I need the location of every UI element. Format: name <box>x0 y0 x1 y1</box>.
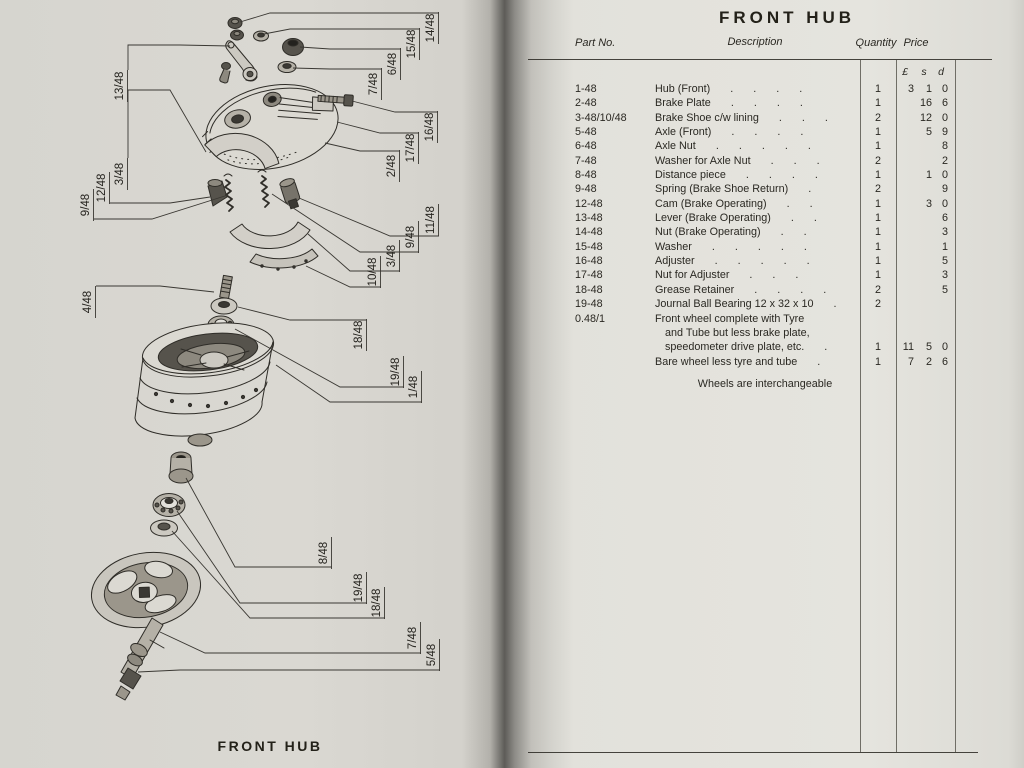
price-pence: 6 <box>941 212 948 225</box>
price-pence: 0 <box>941 83 948 95</box>
leader-line <box>128 90 206 158</box>
part-no: 12-48 <box>575 197 603 210</box>
leader-line <box>160 632 421 653</box>
diagram-label-text: 6/48 <box>387 52 400 76</box>
table-row <box>500 96 1024 110</box>
part-no: 18-48 <box>575 283 603 296</box>
diagram-label-text: 4/48 <box>82 290 95 314</box>
quantity: 1 <box>874 341 881 354</box>
adjuster-cone <box>208 180 227 207</box>
leader-dot: . <box>816 154 820 167</box>
description: Axle (Front) . . . . <box>655 126 804 139</box>
price-pounds: 7 <box>907 355 914 368</box>
quantity: 1 <box>874 83 881 95</box>
axle-nut-washer <box>278 62 296 73</box>
price-pence: 3 <box>941 226 948 239</box>
description: Nut (Brake Operating) . . <box>655 226 807 239</box>
diagram-label-text: 18/48 <box>371 588 384 618</box>
table-row <box>500 111 1024 125</box>
diagram-label-text: 3/48 <box>386 244 399 268</box>
part-no: 19-48 <box>575 298 603 311</box>
leader-dot: . <box>777 283 781 296</box>
page-title: FRONT HUB <box>718 8 856 27</box>
exploded-diagram <box>0 0 500 768</box>
part-no: 8-48 <box>575 169 597 182</box>
brake-lining <box>250 249 318 268</box>
leader-dot: . <box>757 240 761 253</box>
front-axle <box>116 618 164 700</box>
part-no: 15-48 <box>575 240 603 253</box>
leader-dot: . <box>786 197 790 210</box>
lever-bolt <box>220 63 231 84</box>
part-no: 7-48 <box>575 154 597 167</box>
leader-dot: . <box>809 197 813 210</box>
brake-shoe-lower <box>230 222 310 249</box>
price-pence: 9 <box>941 183 948 196</box>
leader-dot: . <box>780 226 784 239</box>
table-row <box>500 297 1024 311</box>
quantity: 2 <box>874 283 881 296</box>
diagram-label-5-48 <box>138 639 440 672</box>
price-pence: 0 <box>941 111 948 124</box>
diagram-label-text: 15/48 <box>406 29 419 59</box>
washer-small-top <box>231 30 244 40</box>
part-no: 9-48 <box>575 183 597 196</box>
leader-dot: . <box>813 212 817 225</box>
diagram-label-7-48 <box>160 622 421 654</box>
description: Washer for Axle Nut . . . <box>655 154 820 167</box>
description: speedometer drive plate, etc. . <box>665 341 828 354</box>
leader-dot: . <box>734 240 738 253</box>
leader-dot: . <box>711 240 715 253</box>
leader-dot: . <box>770 154 774 167</box>
price-shillings: 1 <box>925 83 932 95</box>
leader-line <box>293 68 382 69</box>
leader-dot: . <box>791 169 795 182</box>
leader-line <box>300 47 401 49</box>
quantity: 1 <box>874 97 881 110</box>
description: Brake Plate . . . . <box>655 97 803 110</box>
price-pence: 0 <box>941 197 948 210</box>
price-pence: 5 <box>941 283 948 296</box>
leader-line <box>96 286 214 292</box>
description: Grease Retainer . . . . <box>655 283 827 296</box>
table-row <box>500 283 1024 297</box>
leader-line <box>325 143 400 151</box>
leader-dot: . <box>753 83 757 95</box>
description: Front wheel complete with Tyre <box>655 312 805 325</box>
quantity: 2 <box>874 154 881 167</box>
parts-table-body <box>500 82 1024 369</box>
table-row <box>500 312 1024 326</box>
price-shillings: 12 <box>919 111 932 124</box>
table-row <box>500 268 1024 282</box>
diagram-label-text: 5/48 <box>426 643 439 667</box>
price-shillings: 1 <box>925 169 932 182</box>
diagram-label-2-48 <box>325 143 400 182</box>
pence-symbol: d <box>938 66 944 78</box>
part-no: 5-48 <box>575 126 597 139</box>
description: Adjuster . . . . . <box>655 255 810 268</box>
table-row <box>500 139 1024 153</box>
table-header-rule <box>528 59 992 60</box>
diagram-label-text: 17/48 <box>405 133 418 163</box>
return-spring-2 <box>261 176 269 207</box>
price-pence: 3 <box>941 269 948 282</box>
leader-dot: . <box>778 111 782 124</box>
leader-dot: . <box>795 269 799 282</box>
description: Bare wheel less tyre and tube . <box>655 355 821 368</box>
leader-dot: . <box>737 255 741 268</box>
table-row <box>500 240 1024 254</box>
price-shillings: 5 <box>925 341 932 354</box>
leader-dot: . <box>803 226 807 239</box>
leader-line <box>337 122 419 133</box>
quantity: 1 <box>874 212 881 225</box>
price-pence: 9 <box>941 126 948 139</box>
table-row <box>500 182 1024 196</box>
part-no: 0.48/1 <box>575 312 606 325</box>
leader-line <box>238 307 367 320</box>
leader-line <box>352 101 438 112</box>
column-header-description: Description <box>727 36 783 48</box>
price-shillings: 2 <box>925 355 932 368</box>
leader-dot: . <box>780 240 784 253</box>
quantity: 1 <box>874 355 881 368</box>
leader-dot: . <box>814 169 818 182</box>
table-row <box>500 326 1024 340</box>
table-row <box>500 197 1024 211</box>
leader-dot: . <box>833 298 837 311</box>
leader-dot: . <box>783 255 787 268</box>
quantity: 2 <box>874 298 881 311</box>
leader-dot: . <box>807 140 811 153</box>
price-pence: 6 <box>941 355 948 368</box>
grease-retainer-upper <box>211 298 237 314</box>
part-no: 3-48/10/48 <box>575 111 627 124</box>
quantity: 1 <box>874 169 881 182</box>
diagram-label-16-48 <box>352 101 438 143</box>
hub-drum <box>135 316 277 446</box>
shillings-symbol: s <box>921 66 927 78</box>
price-pence: 5 <box>941 255 948 268</box>
leader-line <box>110 197 210 203</box>
leader-line <box>264 29 420 34</box>
description: Hub (Front) . . . . <box>655 83 803 95</box>
price-pence: 2 <box>941 154 948 167</box>
diagram-label-text: 1/48 <box>408 375 421 399</box>
diagram-label-3-48 <box>308 234 400 272</box>
diagram-label-text: 12/48 <box>96 173 109 203</box>
quantity: 1 <box>874 197 881 210</box>
diagram-label-text: 11/48 <box>425 206 438 234</box>
leader-line <box>240 13 439 22</box>
leader-dot: . <box>824 341 828 354</box>
leader-line <box>94 195 228 219</box>
quantity: 1 <box>874 226 881 239</box>
quantity: 1 <box>874 240 881 253</box>
leader-dot: . <box>817 355 821 368</box>
brake-lever <box>226 41 257 81</box>
price-pence: 6 <box>941 97 948 110</box>
ball-bearing-lower <box>153 494 185 517</box>
part-no: 14-48 <box>575 226 603 239</box>
description: Spring (Brake Shoe Return) . <box>655 183 812 196</box>
price-shillings: 16 <box>919 97 932 110</box>
diagram-label-6-48 <box>300 47 401 80</box>
leader-dot: . <box>801 111 805 124</box>
leader-dot: . <box>799 83 803 95</box>
pounds-symbol: £ <box>902 66 908 78</box>
quantity: 1 <box>874 126 881 139</box>
leader-dot: . <box>730 97 734 110</box>
table-row <box>500 125 1024 139</box>
leader-dot: . <box>790 212 794 225</box>
description: Brake Shoe c/w lining . . . <box>655 111 828 124</box>
leader-dot: . <box>753 97 757 110</box>
table-row <box>500 168 1024 182</box>
leader-dot: . <box>808 183 812 196</box>
speedo-drive-plate <box>85 544 206 636</box>
leader-dot: . <box>799 97 803 110</box>
price-shillings: 3 <box>925 197 932 210</box>
description: and Tube but less brake plate, <box>665 326 810 339</box>
leader-dot: . <box>793 154 797 167</box>
leader-dot: . <box>715 140 719 153</box>
description: Distance piece . . . . <box>655 169 818 182</box>
table-row <box>500 254 1024 268</box>
part-no: 13-48 <box>575 212 603 225</box>
exploded-parts-artwork <box>85 18 353 701</box>
part-no: 16-48 <box>575 255 603 268</box>
table-row <box>500 211 1024 225</box>
table-row <box>500 82 1024 96</box>
column-header-part-no: Part No. <box>575 37 616 49</box>
diagram-label-text: 19/48 <box>353 573 366 603</box>
table-bottom-rule <box>528 752 978 753</box>
diagram-label-text: 18/48 <box>353 320 366 350</box>
price-pence: 0 <box>941 341 948 354</box>
price-pounds: 3 <box>907 83 914 95</box>
column-header-quantity: Quantity <box>855 37 897 49</box>
diagram-label-17-48 <box>337 122 419 164</box>
diagram-label-text: 14/48 <box>425 13 438 43</box>
interchangeable-note: Wheels are interchangeable <box>697 378 833 390</box>
leader-dot: . <box>714 255 718 268</box>
part-no: 2-48 <box>575 97 597 110</box>
leader-dot: . <box>784 140 788 153</box>
leader-dot: . <box>730 83 734 95</box>
quantity: 2 <box>874 111 881 124</box>
leader-line <box>128 45 230 70</box>
leader-dot: . <box>731 126 735 139</box>
price-pence: 0 <box>941 169 948 182</box>
table-row <box>500 340 1024 354</box>
leader-dot: . <box>749 269 753 282</box>
table-row <box>500 225 1024 239</box>
leader-dot: . <box>776 97 780 110</box>
diagram-label-text: 13/48 <box>114 71 127 101</box>
diagram-label-text: 8/48 <box>318 541 331 565</box>
leader-line <box>177 511 367 603</box>
description: Axle Nut . . . . . <box>655 140 811 153</box>
leader-line <box>299 198 439 236</box>
diagram-label-3-48 <box>114 90 206 190</box>
diagram-label-text: 2/48 <box>386 154 399 178</box>
diagram-label-text: 9/48 <box>405 225 418 249</box>
leader-dot: . <box>754 283 758 296</box>
diagram-label-11-48 <box>299 198 439 236</box>
diagram-label-text: 16/48 <box>424 112 437 142</box>
quantity: 1 <box>874 269 881 282</box>
leader-dot: . <box>754 126 758 139</box>
brake-cam <box>279 177 302 210</box>
description: Nut for Adjuster . . . <box>655 269 799 282</box>
diagram-label-4-48 <box>82 286 214 318</box>
right-page <box>500 0 1024 768</box>
quantity: 2 <box>874 183 881 196</box>
leader-dot: . <box>824 111 828 124</box>
leader-dot: . <box>806 255 810 268</box>
table-row <box>500 154 1024 168</box>
description: Washer . . . . . <box>655 240 807 253</box>
leader-dot: . <box>777 126 781 139</box>
price-pence: 1 <box>941 240 948 253</box>
leader-line <box>186 478 332 567</box>
leader-dot: . <box>800 126 804 139</box>
leader-dot: . <box>800 283 804 296</box>
leader-dot: . <box>761 140 765 153</box>
leader-dot: . <box>803 240 807 253</box>
description: Lever (Brake Operating) . . <box>655 212 817 225</box>
leader-dot: . <box>738 140 742 153</box>
leader-dot: . <box>760 255 764 268</box>
table-row <box>500 355 1024 369</box>
diagram-label-text: 7/48 <box>407 626 420 650</box>
washer-lever <box>254 31 269 41</box>
leader-dot: . <box>745 169 749 182</box>
diagram-label-text: 9/48 <box>80 193 93 217</box>
part-no: 17-48 <box>575 269 603 282</box>
price-shillings: 5 <box>925 126 932 139</box>
quantity: 1 <box>874 140 881 153</box>
part-no: 1-48 <box>575 83 597 95</box>
axle-stud <box>220 275 233 298</box>
part-no: 6-48 <box>575 140 597 153</box>
quantity: 1 <box>874 255 881 268</box>
distance-piece <box>169 452 193 483</box>
leader-line <box>138 670 440 672</box>
diagram-label-text: 10/48 <box>367 257 380 287</box>
diagram-label-text: 19/48 <box>390 357 403 387</box>
price-pence: 8 <box>941 140 948 153</box>
leader-dot: . <box>776 83 780 95</box>
column-header-price: Price <box>903 37 929 49</box>
diagram-label-text: 7/48 <box>368 72 381 96</box>
nut-small-top <box>228 18 242 29</box>
leader-dot: . <box>768 169 772 182</box>
leader-dot: . <box>772 269 776 282</box>
description: Cam (Brake Operating) . . <box>655 197 813 210</box>
leader-dot: . <box>823 283 827 296</box>
diagram-label-text: 3/48 <box>114 162 127 186</box>
left-page-caption: FRONT HUB <box>217 738 323 754</box>
left-page <box>0 0 500 768</box>
diagram-label-19-48 <box>177 511 367 604</box>
diagram-label-10-48 <box>306 256 381 288</box>
price-pounds: 11 <box>902 341 914 354</box>
description: Journal Ball Bearing 12 x 32 x 10 . <box>655 298 837 311</box>
grease-retainer-lower <box>151 520 178 536</box>
